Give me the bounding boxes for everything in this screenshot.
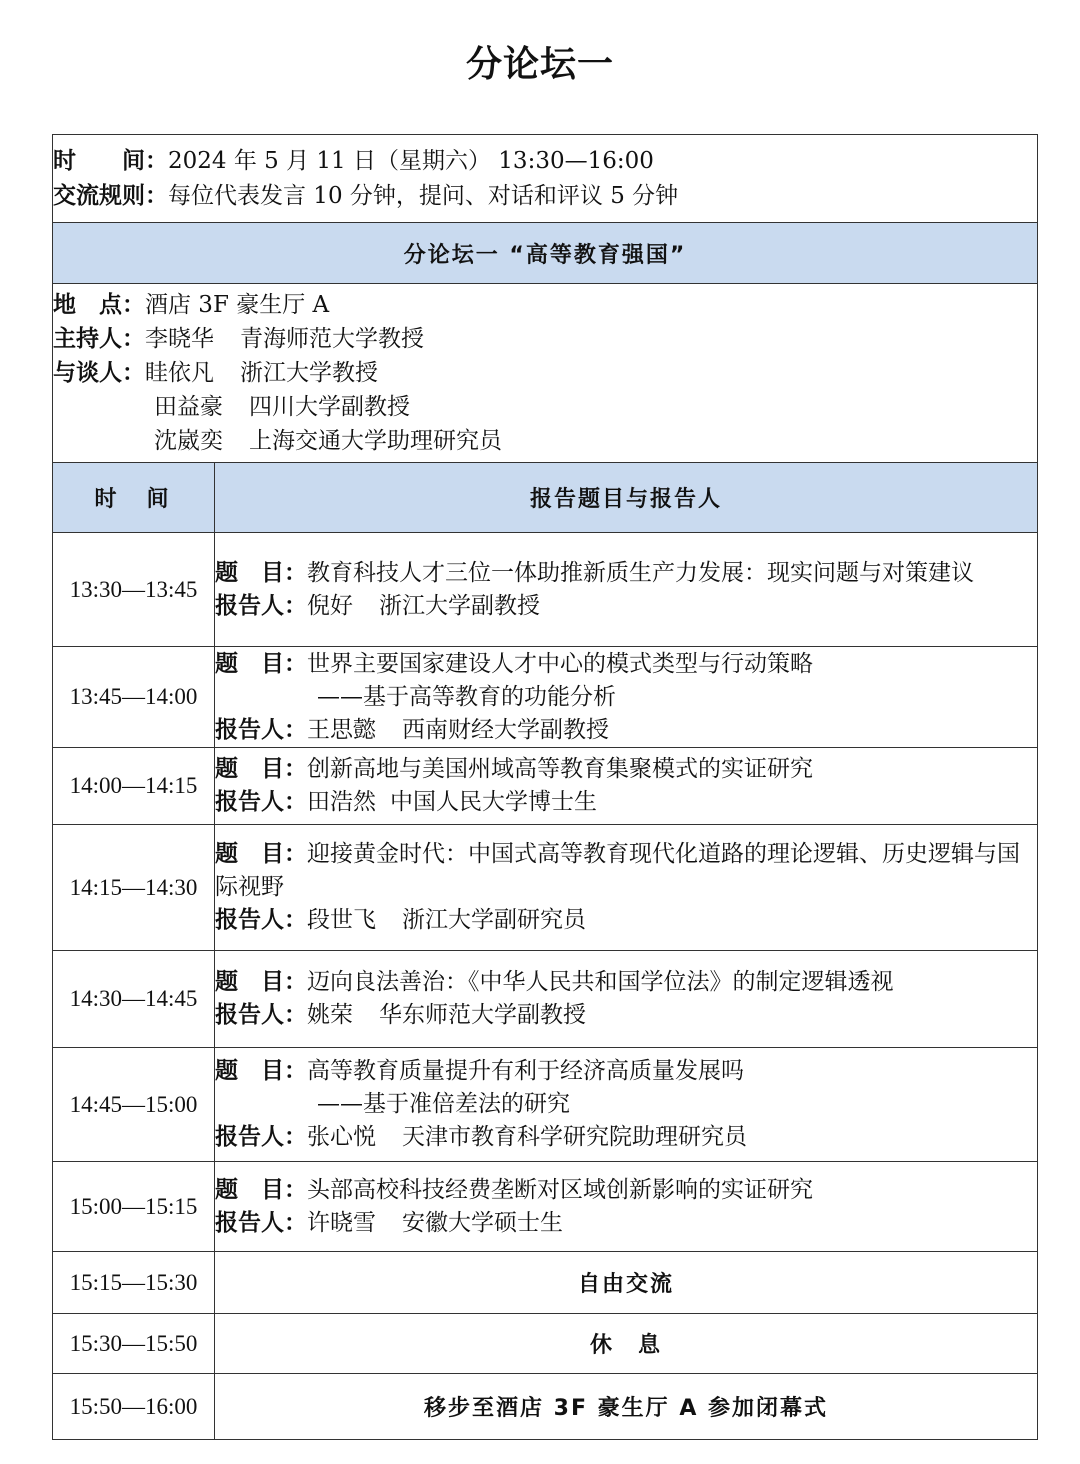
- general-info-cell: [53, 135, 1038, 223]
- discussant-title: 四川大学副教授: [249, 394, 410, 420]
- discussant-title: 浙江大学教授: [240, 360, 378, 386]
- discussant-title: 上海交通大学助理研究员: [249, 428, 502, 454]
- speaker-affiliation: 浙江大学副教授: [379, 592, 540, 619]
- session-row: [53, 825, 1038, 951]
- exchange-rules-label: 交流规则：: [53, 182, 168, 209]
- general-info-row: [53, 135, 1038, 223]
- session-time: 13:30—13:45: [53, 533, 215, 647]
- topic-line: [215, 1055, 1037, 1088]
- speaker-name: 倪好: [307, 592, 353, 619]
- session-time: 13:45—14:00: [53, 647, 215, 748]
- closing-row: [53, 1252, 1038, 1314]
- topic-text: 创新高地与美国州域高等教育集聚模式的实证研究: [307, 756, 813, 782]
- session-detail: [215, 533, 1038, 647]
- speaker-label: 报告人：: [215, 1124, 307, 1150]
- event-time-line: [53, 144, 1037, 179]
- speaker-line: [215, 590, 1037, 623]
- speaker-name: 姚荣: [307, 1002, 353, 1028]
- venue-value: 酒店 3F 豪生厅 A: [145, 292, 330, 318]
- topic-label: 题 目：: [215, 756, 307, 782]
- session-time: 14:15—14:30: [53, 825, 215, 951]
- speaker-affiliation: 浙江大学副研究员: [402, 907, 586, 933]
- session-time: 14:30—14:45: [53, 951, 215, 1048]
- session-row: [53, 533, 1038, 647]
- speaker-line: [215, 1121, 1037, 1154]
- closing-time: 15:50—16:00: [53, 1374, 215, 1440]
- closing-note: 自由交流: [215, 1252, 1038, 1314]
- topic-line: [215, 966, 1037, 999]
- closing-row: [53, 1374, 1038, 1440]
- session-detail: [215, 1048, 1038, 1162]
- speaker-label: 报告人：: [215, 907, 307, 933]
- discussant-line: [53, 356, 1037, 390]
- speaker-label: 报告人：: [215, 1209, 307, 1236]
- speaker-line: [215, 714, 1037, 747]
- event-time-label: 时 间：: [53, 147, 168, 174]
- session-row: [53, 951, 1038, 1048]
- session-detail: [215, 825, 1038, 951]
- speaker-label: 报告人：: [215, 592, 307, 619]
- discussant-name: 沈崴奕: [154, 428, 223, 454]
- topic-text: 教育科技人才三位一体助推新质生产力发展：现实问题与对策建议: [307, 559, 974, 586]
- speaker-label: 报告人：: [215, 1002, 307, 1028]
- forum-heading-row: [53, 223, 1038, 284]
- header-topic: 报告题目与报告人: [215, 463, 1038, 533]
- page-title: 分论坛一: [465, 44, 614, 85]
- topic-line: [215, 753, 1037, 786]
- closing-note: 休 息: [215, 1314, 1038, 1374]
- session-detail: [215, 951, 1038, 1048]
- speaker-line: [215, 786, 1037, 819]
- speaker-line: [215, 1207, 1037, 1240]
- speaker-line: [215, 999, 1037, 1032]
- closing-time: 15:30—15:50: [53, 1314, 215, 1374]
- host-title: 青海师范大学教授: [240, 326, 424, 352]
- session-row: [53, 647, 1038, 748]
- topic-text: 高等教育质量提升有利于经济高质量发展吗: [307, 1058, 744, 1084]
- closing-time: 15:15—15:30: [53, 1252, 215, 1314]
- discussants-label: 与谈人：: [53, 360, 145, 386]
- table-header-row: [53, 463, 1038, 533]
- exchange-rules-line: [53, 179, 1037, 214]
- speaker-name: 王思懿: [307, 716, 376, 743]
- forum-schedule-table: [52, 134, 1038, 1440]
- speaker-line: [215, 904, 1037, 937]
- topic-text: 迎接黄金时代：中国式高等教育现代化道路的理论逻辑、历史逻辑与国际视野: [215, 841, 1020, 900]
- session-detail: [215, 647, 1038, 748]
- speaker-affiliation: 中国人民大学博士生: [390, 789, 597, 815]
- session-row: [53, 748, 1038, 825]
- discussant-name: 眭依凡: [145, 360, 214, 386]
- forum-heading: 分论坛一 “高等教育强国”: [53, 223, 1038, 284]
- topic-label: 题 目：: [215, 559, 307, 586]
- topic-subtitle: ——基于高等教育的功能分析: [317, 683, 616, 710]
- venue-info-row: [53, 284, 1038, 463]
- topic-label: 题 目：: [215, 650, 307, 677]
- topic-line: [215, 838, 1037, 904]
- host-name: 李晓华: [145, 326, 214, 352]
- topic-line: [215, 557, 1037, 590]
- speaker-name: 田浩然: [307, 789, 376, 815]
- host-label: 主持人：: [53, 326, 145, 352]
- topic-text: 世界主要国家建设人才中心的模式类型与行动策略: [307, 650, 813, 677]
- venue-label: 地 点：: [53, 292, 145, 318]
- topic-line: [215, 1174, 1037, 1207]
- header-time: 时 间: [53, 463, 215, 533]
- topic-label: 题 目：: [215, 1058, 307, 1084]
- topic-text: 迈向良法善治：《中华人民共和国学位法》的制定逻辑透视: [307, 969, 894, 995]
- session-time: 15:00—15:15: [53, 1162, 215, 1252]
- venue-line: [53, 288, 1037, 322]
- session-row: [53, 1162, 1038, 1252]
- speaker-affiliation: 安徽大学硕士生: [402, 1209, 563, 1236]
- closing-note: 移步至酒店 3F 豪生厅 A 参加闭幕式: [215, 1374, 1038, 1440]
- speaker-affiliation: 华东师范大学副教授: [379, 1002, 586, 1028]
- topic-label: 题 目：: [215, 1176, 307, 1203]
- event-time-value: 2024 年 5 月 11 日（星期六） 13:30—16:00: [168, 147, 654, 174]
- venue-info-cell: [53, 284, 1038, 463]
- session-detail: [215, 1162, 1038, 1252]
- discussant-line: [53, 424, 1037, 458]
- topic-subtitle: ——基于准倍差法的研究: [317, 1091, 570, 1117]
- discussant-line: [53, 390, 1037, 424]
- session-detail: [215, 748, 1038, 825]
- speaker-label: 报告人：: [215, 716, 307, 743]
- speaker-name: 许晓雪: [307, 1209, 376, 1236]
- host-line: [53, 322, 1037, 356]
- topic-label: 题 目：: [215, 841, 307, 867]
- speaker-name: 张心悦: [307, 1124, 376, 1150]
- topic-line: [215, 648, 1037, 681]
- speaker-name: 段世飞: [307, 907, 376, 933]
- exchange-rules-value: 每位代表发言 10 分钟，提问、对话和评议 5 分钟: [168, 182, 679, 209]
- closing-row: [53, 1314, 1038, 1374]
- session-time: 14:45—15:00: [53, 1048, 215, 1162]
- topic-label: 题 目：: [215, 969, 307, 995]
- speaker-affiliation: 天津市教育科学研究院助理研究员: [402, 1124, 747, 1150]
- session-time: 14:00—14:15: [53, 748, 215, 825]
- speaker-label: 报告人：: [215, 789, 307, 815]
- discussant-name: 田益豪: [154, 394, 223, 420]
- speaker-affiliation: 西南财经大学副教授: [402, 716, 609, 743]
- topic-text: 头部高校科技经费垄断对区域创新影响的实证研究: [307, 1176, 813, 1203]
- session-row: [53, 1048, 1038, 1162]
